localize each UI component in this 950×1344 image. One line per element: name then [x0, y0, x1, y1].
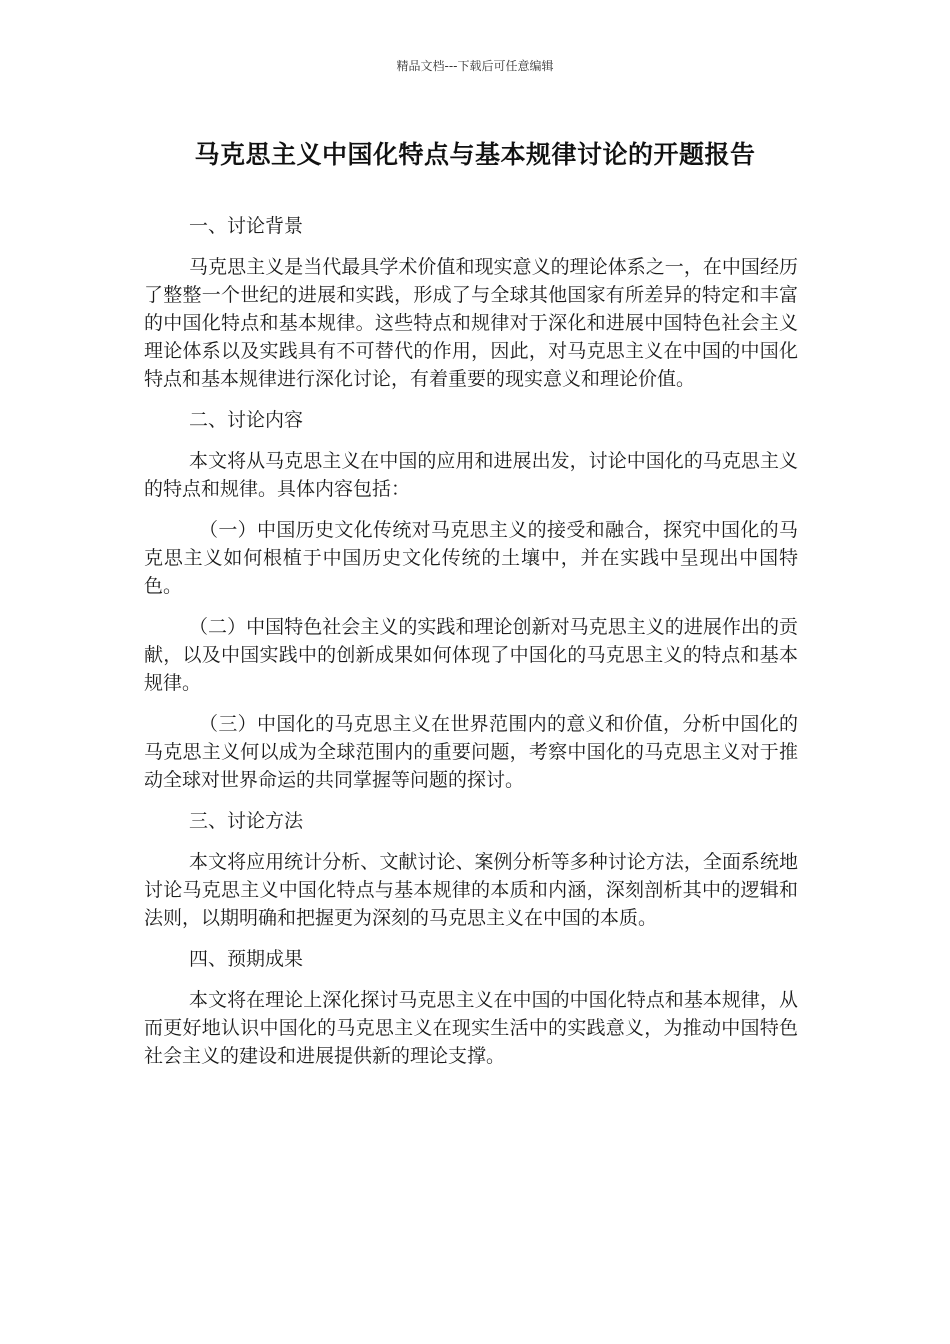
content-item-2: （二）中国特色社会主义的实践和理论创新对马克思主义的进展作出的贡献，以及中国实践中的创新成果如何体现了中国化的马克思主义的特点和基本规律。 — [144, 616, 798, 694]
content-item-3: （三）中国化的马克思主义在世界范围内的意义和价值，分析中国化的马克思主义何以成为全球范围内的重要问题，考察中国化的马克思主义对于推动全球对世界命运的共同掌握等问题的探讨。 — [144, 713, 798, 791]
outcome-paragraph: 本文将在理论上深化探讨马克思主义在中国的中国化特点和基本规律，从而更好地认识中国化的马克思主义在现实生活中的实践意义，为推动中国特色社会主义的建设和进展提供新的理论支撑。 — [144, 989, 798, 1067]
document-body — [144, 212, 798, 1083]
method-paragraph: 本文将应用统计分析、文献讨论、案例分析等多种讨论方法，全面系统地讨论马克思主义中国化特点与基本规律的本质和内涵，深刻剖析其中的逻辑和法则，以期明确和把握更为深刻的马克思主义在中国的本质。 — [144, 851, 798, 929]
background-paragraph: 马克思主义是当代最具学术价值和现实意义的理论体系之一，在中国经历了整整一个世纪的进展和实践，形成了与全球其他国家有所差异的特定和丰富的中国化特点和基本规律。这些特点和规律对于深化和进展中国特色社会主义理论体系以及实践具有不可替代的作用，因此，对马克思主义在中国的中国化特点和基本规律进行深化讨论，有着重要的现实意义和理论价值。 — [144, 256, 798, 390]
section-heading-content: 二、讨论内容 — [189, 409, 304, 431]
content-item-1: （一）中国历史文化传统对马克思主义的接受和融合，探究中国化的马克思主义如何根植于中国历史文化传统的土壤中，并在实践中呈现出中国特色。 — [144, 519, 798, 597]
content-intro-paragraph: 本文将从马克思主义在中国的应用和进展出发，讨论中国化的马克思主义的特点和规律。具体内容包括： — [144, 450, 798, 500]
document-title: 马克思主义中国化特点与基本规律讨论的开题报告 — [194, 140, 756, 169]
section-heading-background: 一、讨论背景 — [189, 215, 304, 237]
header-note: 精品文档---下载后可任意编辑 — [396, 59, 554, 73]
section-heading-method: 三、讨论方法 — [189, 810, 304, 832]
section-heading-outcome: 四、预期成果 — [189, 948, 304, 970]
